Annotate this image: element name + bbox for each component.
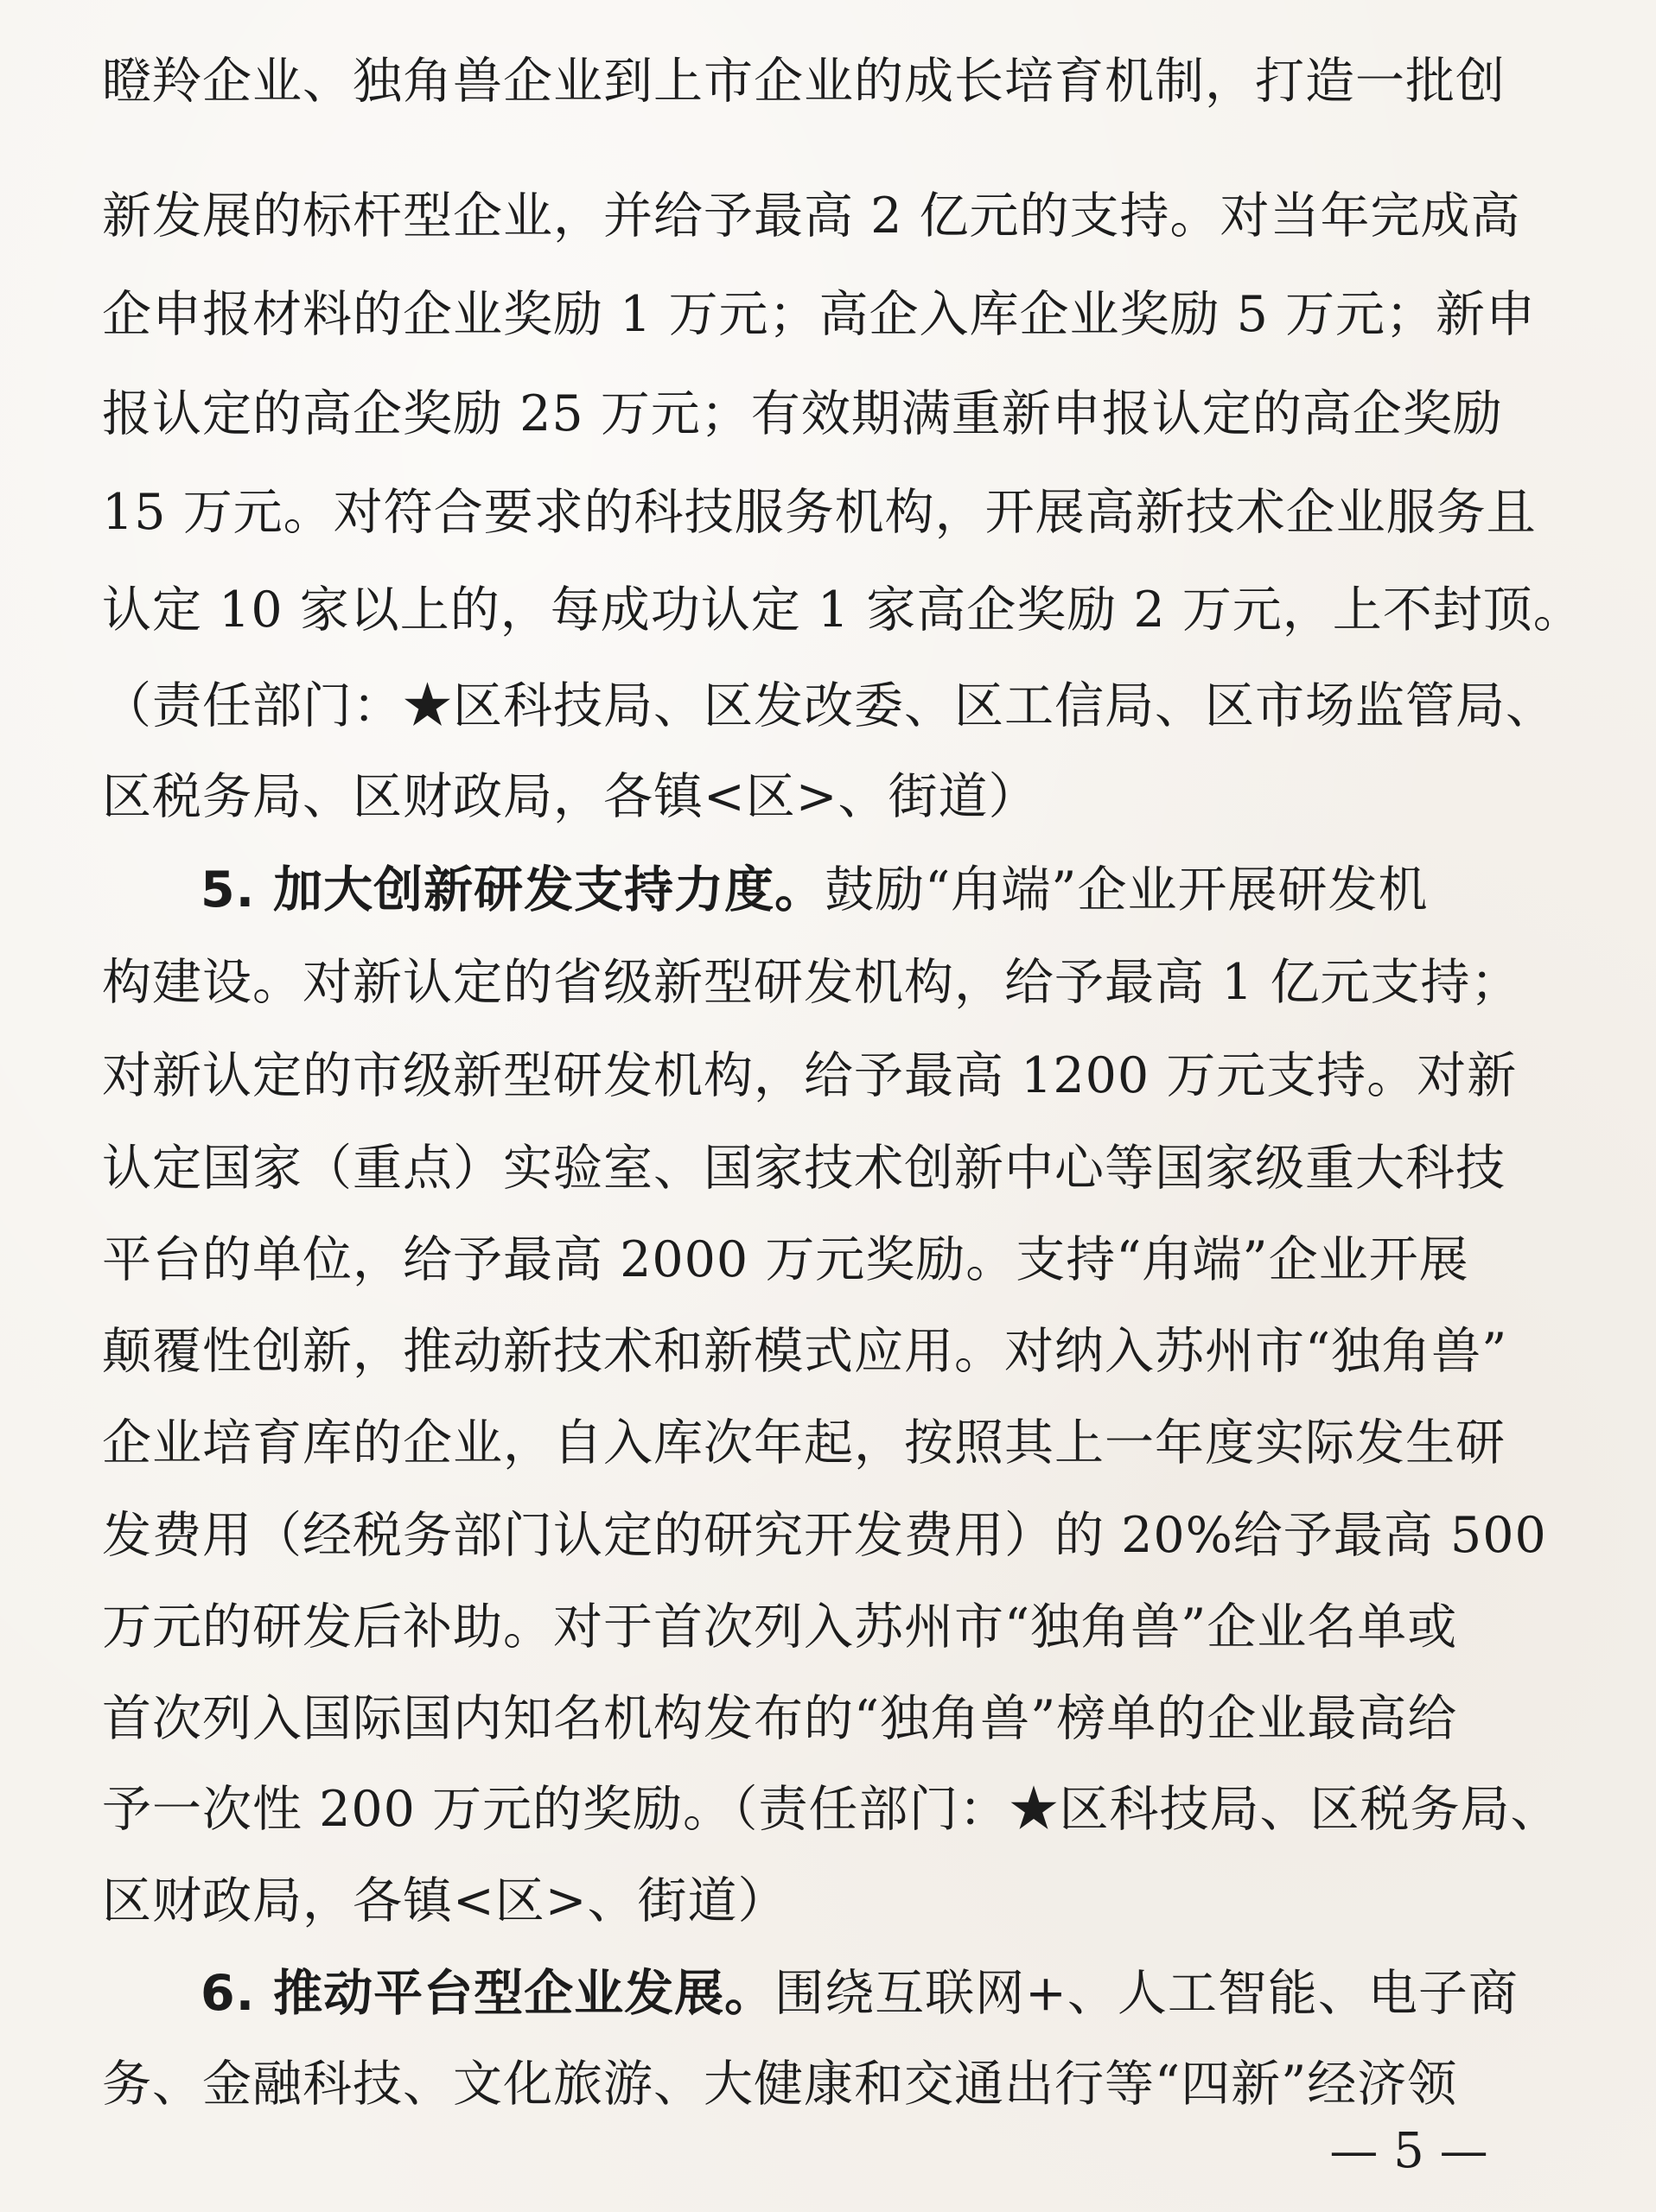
body-line: 首次列入国际国内知名机构发布的“独角兽”榜单的企业最高给 (102, 1690, 1458, 1747)
body-line: 瞪羚企业、独角兽企业到上市企业的成长培育机制，打造一批创 (102, 53, 1506, 110)
body-line: 务、金融科技、文化旅游、大健康和交通出行等“四新”经济领 (102, 2056, 1458, 2113)
body-line: 新发展的标杆型企业，并给予最高 2 亿元的支持。对当年完成高 (102, 188, 1521, 245)
body-line: （责任部门：★区科技局、区发改委、区工信局、区市场监管局、 (102, 677, 1556, 734)
body-line: 发费用（经税务部门认定的研究开发费用）的 20%给予最高 500 (102, 1507, 1547, 1564)
body-line: 平台的单位，给予最高 2000 万元奖励。支持“甪端”企业开展 (102, 1231, 1469, 1288)
body-line: 构建设。对新认定的省级新型研发机构，给予最高 1 亿元支持； (102, 954, 1521, 1011)
body-line: 万元的研发后补助。对于首次列入苏州市“独角兽”企业名单或 (102, 1599, 1458, 1656)
body-line: 报认定的高企奖励 25 万元；有效期满重新申报认定的高企奖励 (102, 385, 1503, 442)
section-6-first-line-text: 围绕互联网+、人工智能、电子商 (774, 1965, 1519, 2022)
body-line: 予一次性 200 万元的奖励。（责任部门：★区科技局、区税务局、 (102, 1781, 1561, 1838)
body-line: 15 万元。对符合要求的科技服务机构，开展高新技术企业服务且 (102, 484, 1537, 541)
body-line: 区财政局，各镇<区>、街道） (102, 1872, 788, 1929)
section-5-heading: 5. 加大创新研发支持力度。 (201, 861, 825, 918)
section-5-first-line (201, 854, 1583, 926)
body-line: 认定国家（重点）实验室、国家技术创新中心等国家级重大科技 (102, 1140, 1506, 1197)
body-line: 对新认定的市级新型研发机构，给予最高 1200 万元支持。对新 (102, 1047, 1518, 1104)
body-line: 认定 10 家以上的，每成功认定 1 家高企奖励 2 万元，上不封顶。 (102, 582, 1583, 639)
section-6-heading: 6. 推动平台型企业发展。 (201, 1965, 775, 2022)
body-line: 区税务局、区财政局，各镇<区>、街道） (102, 768, 1039, 825)
body-line: 企申报材料的企业奖励 1 万元；高企入库企业奖励 5 万元；新申 (102, 286, 1537, 343)
page-number: — 5 — (1329, 2123, 1488, 2179)
section-6-first-line (201, 1957, 1583, 2030)
body-line: 颠覆性创新，推动新技术和新模式应用。对纳入苏州市“独角兽” (102, 1323, 1508, 1380)
section-5-first-line-text: 鼓励“甪端”企业开展研发机 (825, 861, 1429, 918)
body-line: 企业培育库的企业，自入库次年起，按照其上一年度实际发生研 (102, 1414, 1506, 1471)
